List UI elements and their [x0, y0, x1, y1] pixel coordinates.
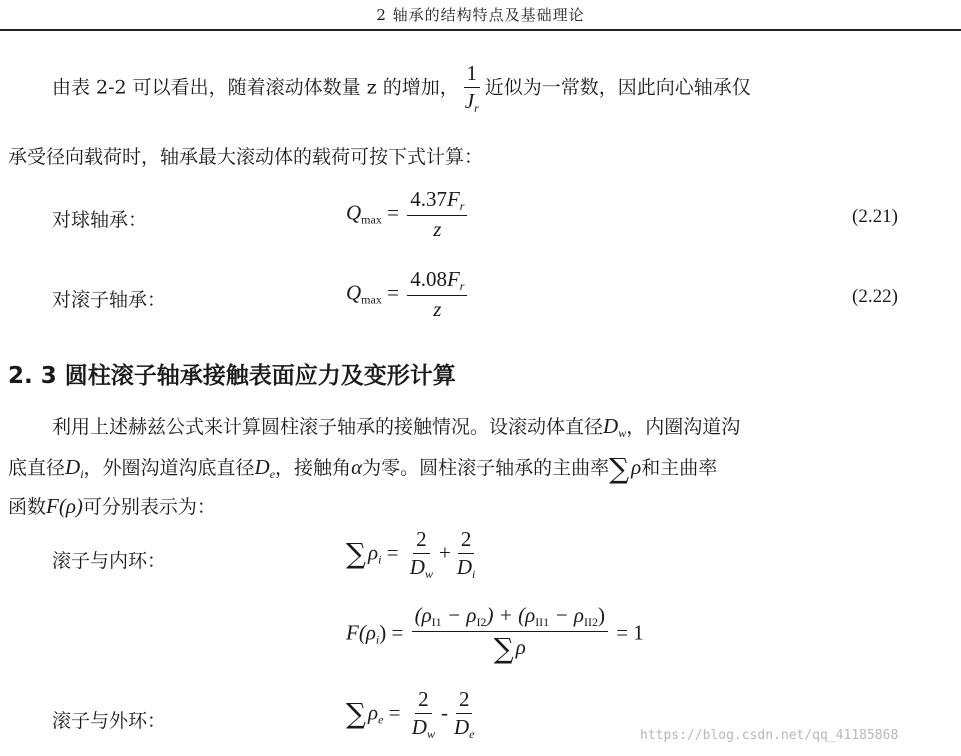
- para2-line2: [8, 452, 717, 485]
- outer-f1-den-var: D: [411, 715, 427, 740]
- func-n-s1: I1: [431, 615, 442, 629]
- func-n-s2: I2: [476, 615, 487, 629]
- eq222-num-var: F: [446, 267, 460, 291]
- eq222-number: (2.22): [852, 286, 898, 307]
- func-n-open: (ρ: [414, 603, 432, 627]
- eq221-lhs-var: Q: [346, 200, 362, 225]
- inner-fraction-2: [454, 528, 479, 581]
- func-rhs: = 1: [616, 620, 644, 645]
- inner-f2-num: 2: [458, 528, 475, 554]
- eq221-number: (2.21): [852, 206, 898, 227]
- inner-label: 滚子与内环：: [52, 550, 167, 572]
- var-dw-sub: w: [618, 426, 627, 440]
- para2-l2-text-c: ，接触角: [275, 457, 352, 479]
- var-de: D: [254, 455, 270, 479]
- inner-equals: =: [386, 540, 399, 565]
- eq221-fraction: [407, 188, 467, 241]
- outer-fraction-1: [409, 688, 438, 741]
- func-lhs-close: ) =: [379, 620, 404, 645]
- para2-l2-text-d: 为零。圆柱滚子轴承的主曲率: [362, 457, 610, 479]
- fraction-one-over-jr: [462, 62, 482, 115]
- section-heading: 2. 3 圆柱滚子轴承接触表面应力及变形计算: [8, 363, 456, 389]
- func-f-rho: F(ρ): [46, 494, 83, 518]
- func-n-mid: ) + (ρ: [486, 603, 536, 627]
- eq221-equals: =: [387, 200, 399, 225]
- eq222-label: 对滚子轴承：: [52, 289, 167, 311]
- inner-f1-num: 2: [413, 528, 430, 554]
- sum-symbol: ∑: [609, 452, 630, 485]
- outer-f2-num: 2: [456, 688, 473, 714]
- outer-rho: ρ: [368, 700, 379, 725]
- outer-equals: =: [388, 700, 401, 725]
- func-n-close: ): [597, 603, 605, 627]
- para1-text-a: 由表 2-2 可以看出，随着滚动体数量 z 的增加，: [52, 76, 459, 99]
- eq221-num-sub: r: [459, 199, 465, 213]
- para2-l1-text-a: 利用上述赫兹公式来计算圆柱滚子轴承的接触情况。设滚动体直径: [52, 416, 604, 438]
- inner-f2-den-var: D: [456, 555, 472, 580]
- para1-text-b: 近似为一常数，因此向心轴承仅: [484, 76, 751, 99]
- eq221-num-coef: 4.37: [410, 187, 447, 211]
- outer-f1-den-sub: w: [426, 727, 435, 742]
- para2-l2-text-e: 和主曲率: [641, 457, 718, 479]
- eq222-fraction: [407, 268, 467, 321]
- var-di: D: [65, 455, 81, 479]
- outer-f2-den-sub: e: [469, 727, 475, 742]
- para1-line2: 承受径向载荷时，轴承最大滚动体的载荷可按下式计算：: [8, 146, 484, 168]
- header-rule: [0, 29, 961, 31]
- func-fraction: [412, 604, 608, 665]
- eq221-num-var: F: [446, 187, 460, 211]
- eq221-label: 对球轴承：: [52, 209, 148, 231]
- func-den-rho: ρ: [515, 635, 526, 660]
- eq222-lhs-var: Q: [346, 280, 362, 305]
- func-lhs: F(ρ: [346, 620, 376, 645]
- func-n-s3: II1: [535, 615, 550, 629]
- outer-f1-num: 2: [415, 688, 432, 714]
- inner-sum-symbol: ∑: [346, 537, 366, 571]
- var-alpha: α: [351, 455, 363, 479]
- equation-inner-curvature: [346, 528, 481, 581]
- func-lhs-sub: i: [375, 632, 380, 647]
- para2-line3: [8, 492, 216, 519]
- outer-sum-symbol: ∑: [346, 697, 366, 731]
- para1-line1: [52, 62, 751, 115]
- inner-rho-sub: i: [378, 552, 382, 567]
- para2-l1-text-b: ，内圈沟道沟: [626, 416, 741, 438]
- var-rho: ρ: [631, 455, 642, 479]
- outer-rho-sub: e: [378, 712, 384, 727]
- equation-outer-curvature: [346, 688, 480, 741]
- outer-minus: -: [440, 700, 448, 725]
- eq222-num-sub: r: [459, 279, 465, 293]
- func-n-s4: II2: [583, 615, 598, 629]
- eq221-lhs-sub: max: [361, 212, 382, 227]
- eq222-equals: =: [387, 280, 399, 305]
- inner-f2-den-sub: i: [471, 567, 476, 582]
- outer-label: 滚子与外环：: [52, 710, 167, 732]
- inner-fraction-1: [407, 528, 436, 581]
- frac-numerator: 1: [464, 62, 481, 88]
- var-de-sub: e: [269, 467, 276, 481]
- para2-l2-text-a: 底直径: [8, 457, 66, 479]
- func-n-minus2: − ρ: [549, 603, 584, 627]
- inner-f1-den-var: D: [409, 555, 425, 580]
- func-den-sum: ∑: [493, 632, 514, 666]
- outer-fraction-2: [451, 688, 478, 741]
- var-dw: D: [603, 414, 619, 438]
- equation-2-21: [346, 188, 470, 241]
- outer-f2-den-var: D: [453, 715, 470, 740]
- eq222-num-coef: 4.08: [410, 267, 447, 291]
- func-n-minus1: − ρ: [441, 603, 477, 627]
- frac-den-var: J: [464, 89, 475, 114]
- equation-curvature-function: [346, 604, 644, 665]
- para2-l3-text-a: 函数: [8, 496, 47, 518]
- para2-line1: [52, 412, 740, 441]
- watermark: https://blog.csdn.net/qq_41185868: [640, 728, 899, 743]
- eq222-lhs-sub: max: [361, 292, 382, 307]
- equation-2-22: [346, 268, 470, 321]
- eq221-den: z: [433, 217, 442, 242]
- inner-plus: +: [438, 540, 451, 565]
- running-header: 2 轴承的结构特点及基础理论: [376, 6, 585, 24]
- eq222-den: z: [433, 297, 442, 322]
- frac-den-sub: r: [474, 101, 479, 116]
- inner-rho: ρ: [368, 540, 379, 565]
- inner-f1-den-sub: w: [424, 567, 433, 582]
- para2-l2-text-b: ，外圈沟道沟底直径: [83, 457, 255, 479]
- para2-l3-text-b: 可分别表示为：: [82, 496, 216, 518]
- var-di-sub: i: [80, 467, 84, 481]
